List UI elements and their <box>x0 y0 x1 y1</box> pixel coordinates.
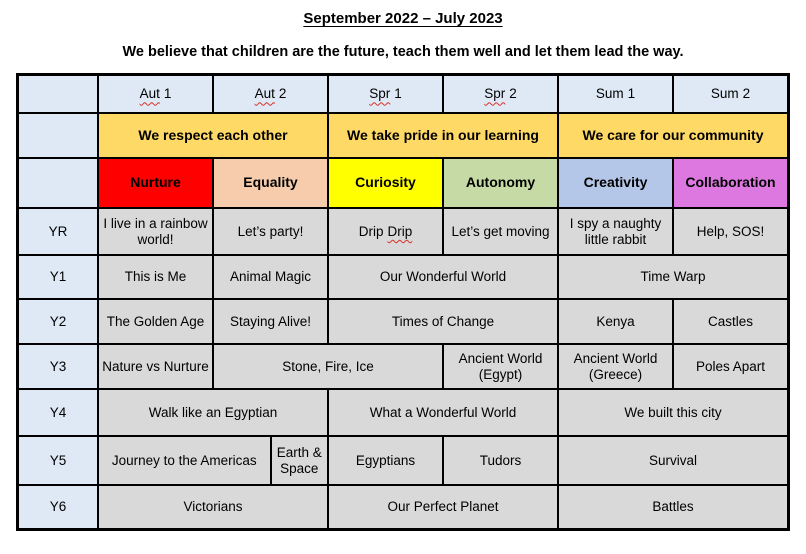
blank-label-cell <box>18 158 98 208</box>
corner-cell <box>18 75 98 113</box>
term-word: Spr <box>484 86 506 102</box>
value-cell-equality: Equality <box>213 158 328 208</box>
page <box>0 10 806 554</box>
motto-cell-spring: We take pride in our learning <box>328 113 558 158</box>
value-cell-curiosity: Curiosity <box>328 158 443 208</box>
topic-cell: Stone, Fire, Ice <box>213 344 443 389</box>
term-header-spr2 <box>443 75 558 113</box>
topic-cell: Poles Apart <box>673 344 788 389</box>
motto-cell-autumn: We respect each other <box>98 113 328 158</box>
topic-cell: I spy a naughty little rabbit <box>558 208 673 255</box>
topic-cell: Ancient World (Egypt) <box>443 344 558 389</box>
value-cell-collaboration: Collaboration <box>673 158 788 208</box>
blank-label-cell <box>18 113 98 158</box>
term-word: Spr <box>369 86 391 102</box>
topic-cell: Journey to the Americas <box>98 436 271 485</box>
year-label-y2: Y2 <box>18 299 98 344</box>
motto-cell-summer: We care for our community <box>558 113 788 158</box>
doc-subtitle: We believe that children are the future, teach them well and let them lead the way. <box>122 44 684 60</box>
topic-cell: Nature vs Nurture <box>98 344 213 389</box>
topic-cell: Our Wonderful World <box>328 255 558 299</box>
topic-cell: Battles <box>558 485 788 529</box>
term-num: 2 <box>509 86 517 102</box>
topic-cell: Help, SOS! <box>673 208 788 255</box>
topic-word: Drip <box>358 223 384 239</box>
topic-cell: Earth & Space <box>271 436 329 485</box>
term-num: 1 <box>394 86 402 102</box>
term-num: 1 <box>627 86 636 102</box>
topic-cell: Victorians <box>98 485 328 529</box>
term-num: 2 <box>742 86 751 102</box>
term-header-sum1 <box>558 75 673 113</box>
term-word: Aut <box>254 86 275 102</box>
topic-cell: Staying Alive! <box>213 299 328 344</box>
value-cell-creativity: Creativity <box>558 158 673 208</box>
term-word: Sum <box>595 86 624 102</box>
topic-cell: Animal Magic <box>213 255 328 299</box>
topic-cell: Times of Change <box>328 299 558 344</box>
topic-cell: We built this city <box>558 389 788 436</box>
topic-cell: Our Perfect Planet <box>328 485 558 529</box>
doc-title: September 2022 – July 2023 <box>303 10 503 27</box>
year-label-y1: Y1 <box>18 255 98 299</box>
topic-cell: What a Wonderful World <box>328 389 558 436</box>
topic-cell: Walk like an Egyptian <box>98 389 328 436</box>
term-num: 1 <box>163 86 172 102</box>
year-label-y5: Y5 <box>18 436 98 485</box>
topic-cell: This is Me <box>98 255 213 299</box>
year-label-yr: YR <box>18 208 98 255</box>
term-header-sum2 <box>673 75 788 113</box>
topic-cell <box>328 208 443 255</box>
term-header-aut2 <box>213 75 328 113</box>
term-word: Sum <box>710 86 739 102</box>
topic-cell: The Golden Age <box>98 299 213 344</box>
topic-cell: Survival <box>558 436 788 485</box>
year-label-y6: Y6 <box>18 485 98 529</box>
topic-cell: Let’s party! <box>213 208 328 255</box>
topic-cell: Kenya <box>558 299 673 344</box>
value-cell-nurture: Nurture <box>98 158 213 208</box>
topic-cell: Egyptians <box>328 436 443 485</box>
topic-cell: Time Warp <box>558 255 788 299</box>
term-num: 2 <box>278 86 287 102</box>
term-word: Aut <box>139 86 160 102</box>
year-label-y3: Y3 <box>18 344 98 389</box>
value-cell-autonomy: Autonomy <box>443 158 558 208</box>
topic-cell: Tudors <box>443 436 558 485</box>
misspelled-word: Drip <box>387 223 413 239</box>
curriculum-table <box>16 73 790 531</box>
topic-cell: Castles <box>673 299 788 344</box>
term-header-spr1 <box>328 75 443 113</box>
topic-cell: Ancient World (Greece) <box>558 344 673 389</box>
year-label-y4: Y4 <box>18 389 98 436</box>
topic-cell: I live in a rainbow world! <box>98 208 213 255</box>
term-header-aut1 <box>98 75 213 113</box>
topic-cell: Let’s get moving <box>443 208 558 255</box>
